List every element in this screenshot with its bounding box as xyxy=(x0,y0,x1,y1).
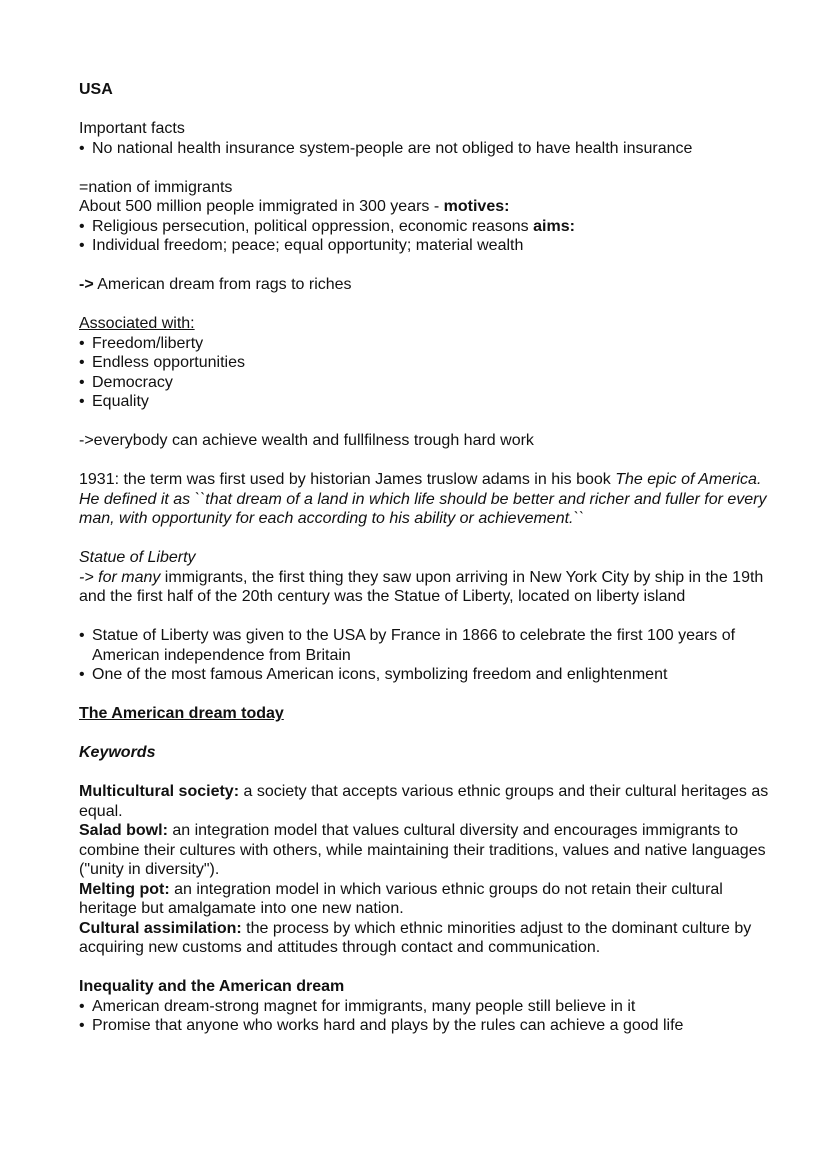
list-item: • Endless opportunities xyxy=(79,354,245,371)
keyword-definition: Cultural assimilation: the process by which ethnic minorities adjust to the dominant culture by acquiring new customs and attitudes through contact and communication. xyxy=(79,919,752,956)
immigrants-intro: About 500 million people immigrated in 300 years - motives: xyxy=(79,198,510,215)
inequality-heading: Inequality and the American dream xyxy=(79,978,345,995)
statue-paragraph: -> for many immigrants, the first thing they saw upon arriving in New York City by ship in the 19th and the first half of the 20th century was the Statue of Liberty, located on liberty island xyxy=(79,568,764,605)
keyword-definition: Multicultural society: a society that accepts various ethnic groups and their cultural heritages as equal. xyxy=(79,783,769,820)
keyword-term: Multicultural society: xyxy=(79,783,240,800)
bullet-icon: • xyxy=(79,1017,85,1034)
list-item: • Freedom/liberty xyxy=(79,334,204,352)
list-item: • Individual freedom; peace; equal opportunity; material wealth xyxy=(79,237,524,254)
bullet-icon: • xyxy=(79,393,85,410)
keyword-term: Melting pot: xyxy=(79,880,170,898)
important-facts-list xyxy=(79,139,779,159)
important-facts-heading: Important facts xyxy=(79,120,185,137)
list-item: • Democracy xyxy=(79,373,173,391)
list-item: • Statue of Liberty was given to the USA by France in 1866 to celebrate the first 100 years of American independence from Britain xyxy=(79,627,736,664)
list-item: • American dream-strong magnet for immigrants, many people still believe in it xyxy=(79,997,636,1015)
aims-label: aims: xyxy=(533,217,575,235)
associated-heading: Associated with: xyxy=(79,315,195,332)
bullet-icon: • xyxy=(79,373,85,391)
list-item: • Equality xyxy=(79,393,149,410)
today-heading: The American dream today xyxy=(79,705,284,722)
keyword-definition: Melting pot: an integration model in which various ethnic groups do not retain their cultural heritage but amalgamate into one new nation. xyxy=(79,880,723,917)
motives-label: motives: xyxy=(443,198,510,215)
bullet-icon: • xyxy=(79,139,85,157)
bullet-icon: • xyxy=(79,627,85,644)
document-title: USA xyxy=(79,81,113,98)
list-item: • Promise that anyone who works hard and plays by the rules can achieve a good life xyxy=(79,1017,684,1034)
list-item: • Religious persecution, political oppression, economic reasons aims: xyxy=(79,217,575,235)
arrow-icon: -> xyxy=(79,276,94,293)
bullet-icon: • xyxy=(79,217,85,235)
inequality-list xyxy=(79,997,779,1036)
term-paragraph: 1931: the term was first used by historian James truslow adams in his book The epic of America. He defined it as ``that dream of a land in which life should be better and richer and fuller for every man, with opportunity for each according to his ability or achievement.`` xyxy=(79,471,767,527)
associated-list xyxy=(79,334,779,412)
dream-line: -> American dream from rags to riches xyxy=(79,276,352,293)
bullet-icon: • xyxy=(79,237,85,254)
bullet-icon: • xyxy=(79,334,85,352)
statue-list xyxy=(79,626,779,685)
statue-heading: Statue of Liberty xyxy=(79,549,196,566)
keyword-term: Salad bowl: xyxy=(79,822,168,839)
quote-italic: The epic of America. He defined it as ``that dream of a land in which life should be better and richer and fuller for every man, with opportunity for each according to his ability or achievement.`` xyxy=(79,471,767,527)
list-item: • One of the most famous American icons, symbolizing freedom and enlightenment xyxy=(79,666,668,683)
bullet-icon: • xyxy=(79,666,85,683)
keyword-term: Cultural assimilation: xyxy=(79,919,242,937)
immigrants-heading: =nation of immigrants xyxy=(79,178,233,196)
immigrants-list xyxy=(79,217,779,256)
keywords-heading: Keywords xyxy=(79,744,156,761)
document-page xyxy=(79,80,779,1036)
wealth-line: ->everybody can achieve wealth and fullfilness trough hard work xyxy=(79,432,534,449)
bullet-icon: • xyxy=(79,997,85,1015)
keyword-definition: Salad bowl: an integration model that values cultural diversity and encourages immigrants to combine their cultures with others, while maintaining their traditions, values and native languages ("unity in diversity"). xyxy=(79,822,766,878)
list-item: • No national health insurance system-people are not obliged to have health insurance xyxy=(79,139,693,157)
bullet-icon: • xyxy=(79,354,85,371)
